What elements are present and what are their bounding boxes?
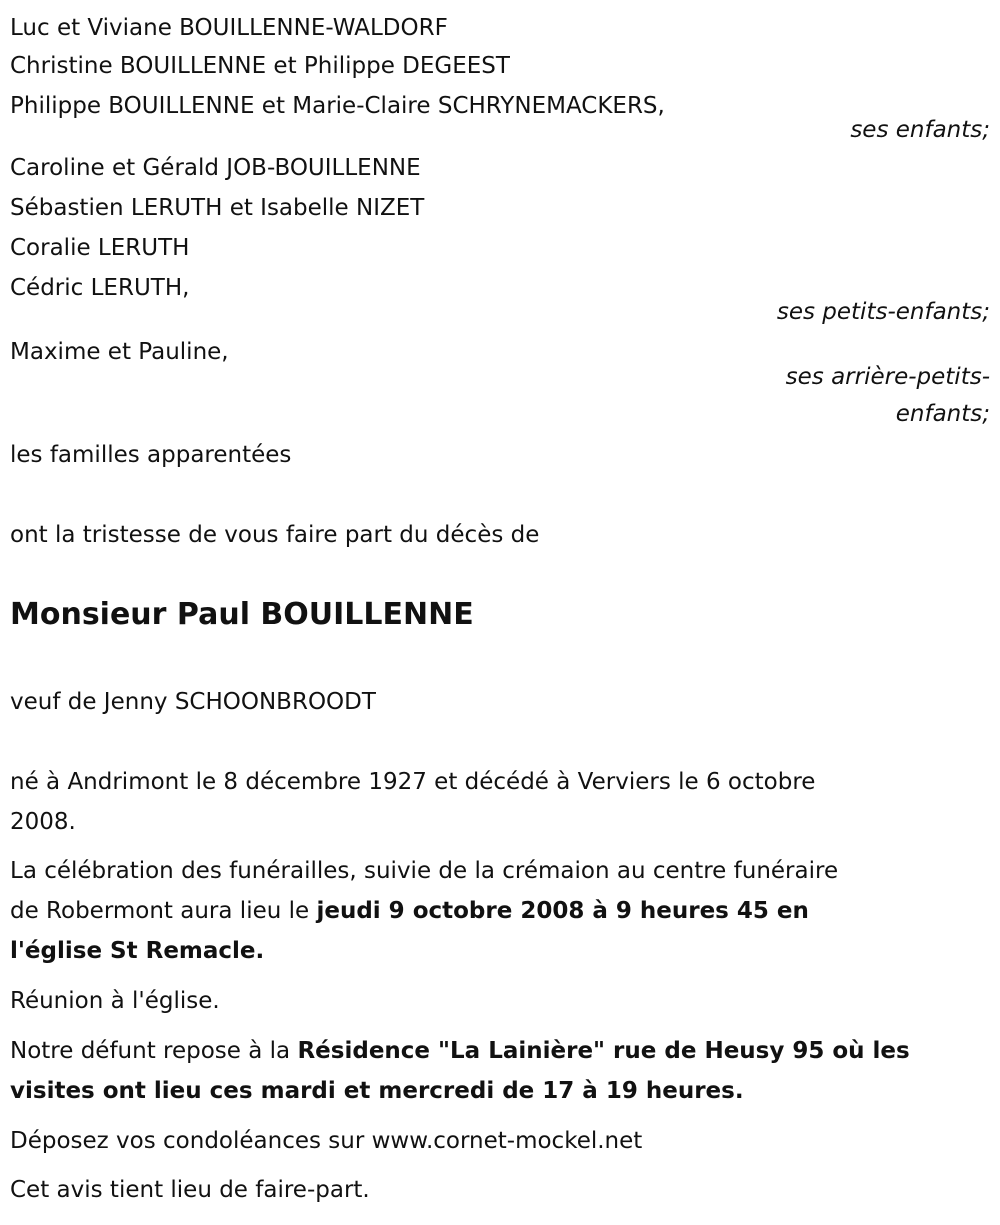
ceremony-date: jeudi 9 octobre 2008 à 9 heures 45 en (316, 898, 809, 924)
child-line: Luc et Viviane BOUILLENNE-WALDORF (10, 15, 448, 41)
great-grandchildren-label: enfants; (895, 401, 990, 427)
grandchild-line: Caroline et Gérald JOB-BOUILLENNE (10, 155, 421, 181)
great-grandchild-line: Maxime et Pauline, (10, 339, 229, 365)
birth-death-line: 2008. (10, 809, 76, 835)
meeting-line: Réunion à l'église. (10, 988, 220, 1014)
ceremony-text: de Robermont aura lieu le (10, 898, 317, 924)
great-grandchildren-label: ses arrière-petits- (785, 364, 990, 390)
widower-line: veuf de Jenny SCHOONBROODT (10, 689, 376, 715)
deceased-name: Monsieur Paul BOUILLENNE (10, 597, 474, 632)
visits-line: visites ont lieu ces mardi et mercredi de 17 à 19 heures. (10, 1078, 744, 1104)
birth-death-line: né à Andrimont le 8 décembre 1927 et décédé à Verviers le 6 octobre (10, 769, 816, 795)
grandchildren-label: ses petits-enfants; (776, 299, 990, 325)
children-label: ses enfants; (850, 117, 990, 143)
notice-line: Cet avis tient lieu de faire-part. (10, 1177, 370, 1203)
grandchild-line: Cédric LERUTH, (10, 275, 190, 301)
condolences-line: Déposez vos condoléances sur www.cornet-mockel.net (10, 1128, 643, 1154)
child-line: Philippe BOUILLENNE et Marie-Claire SCHRYNEMACKERS, (10, 93, 665, 119)
rest-address: Résidence "La Lainière" rue de Heusy 95 où les (297, 1038, 910, 1064)
ceremony-line (10, 891, 809, 931)
ceremony-line: La célébration des funérailles, suivie de la crémaion au centre funéraire (10, 858, 839, 884)
rest-line (10, 1031, 910, 1071)
grandchild-line: Sébastien LERUTH et Isabelle NIZET (10, 195, 425, 221)
rest-text: Notre défunt repose à la (10, 1038, 298, 1064)
grandchild-line: Coralie LERUTH (10, 235, 190, 261)
child-line: Christine BOUILLENNE et Philippe DEGEEST (10, 53, 510, 79)
families-line: les familles apparentées (10, 442, 292, 468)
ceremony-place: l'église St Remacle. (10, 938, 265, 964)
announcement-line: ont la tristesse de vous faire part du décès de (10, 522, 540, 548)
